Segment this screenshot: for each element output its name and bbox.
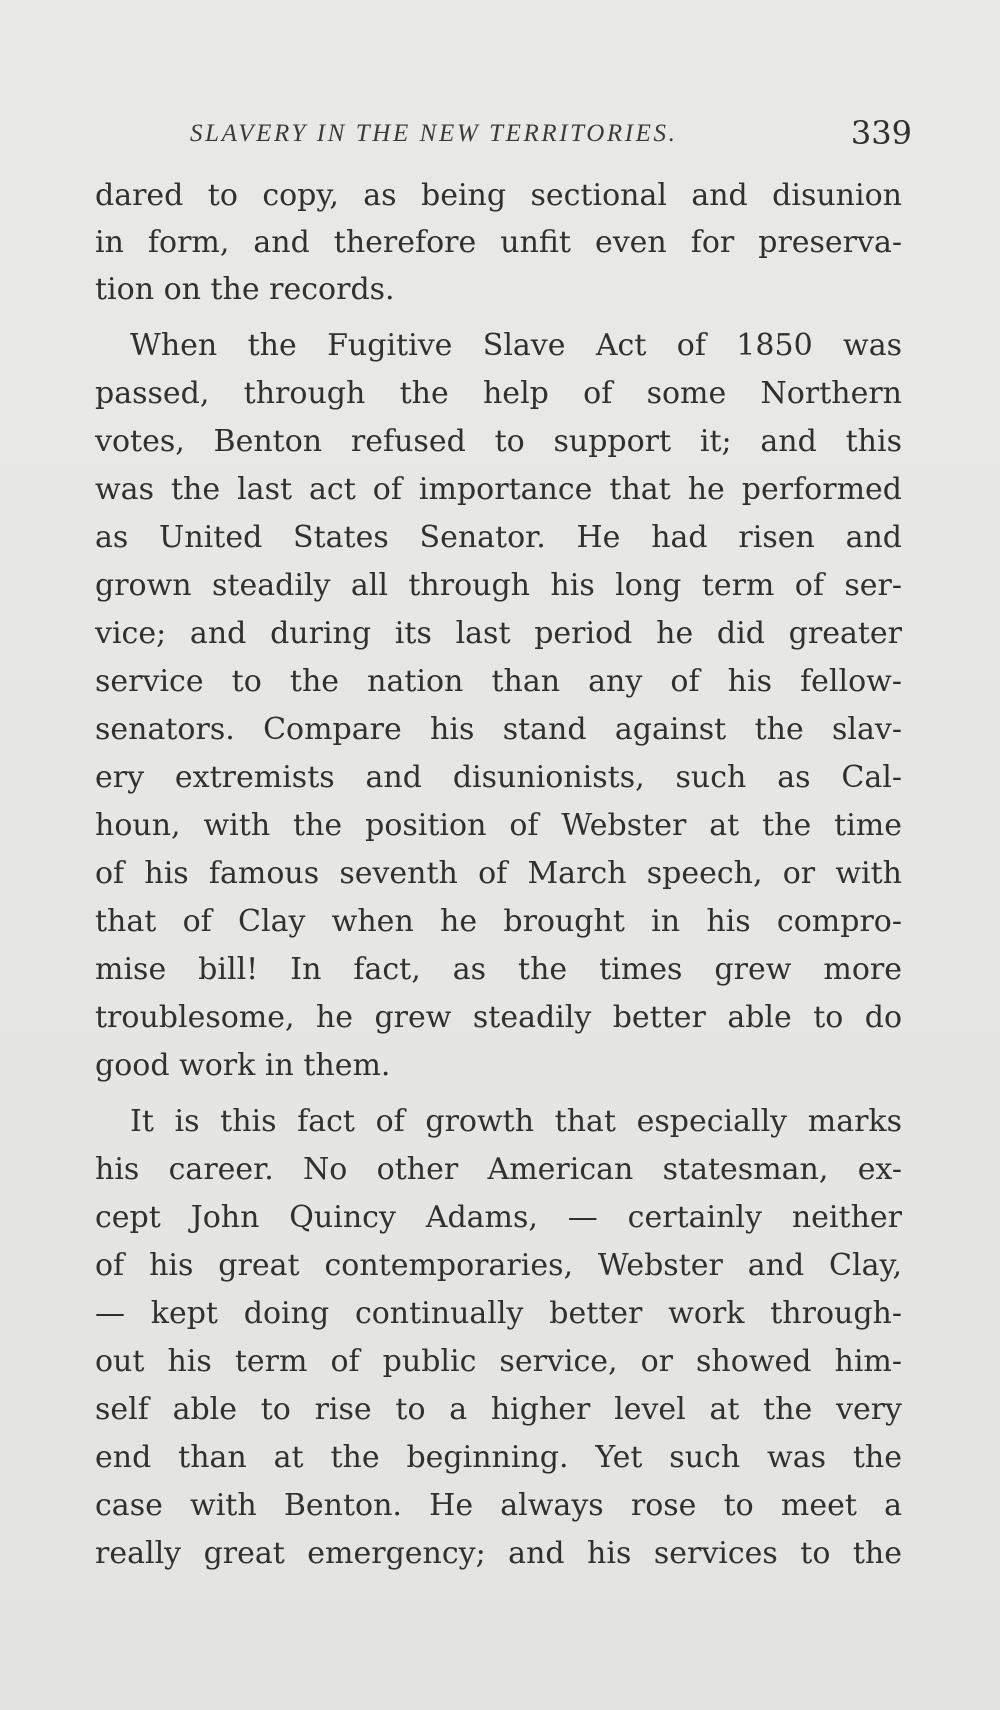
page-number: 339 <box>850 114 912 152</box>
text-line: grown steadily all through his long term of ser- <box>95 568 902 603</box>
text-line: self able to rise to a higher level at the very <box>95 1392 902 1427</box>
paragraph-first-line: It is this fact of growth that especially marks <box>130 1104 902 1139</box>
text-line: mise bill! In fact, as the times grew more <box>95 952 902 987</box>
text-line: as United States Senator. He had risen and <box>95 520 902 555</box>
text-line: tion on the records. <box>95 272 395 307</box>
text-line: of his great contemporaries, Webster and Clay, <box>95 1248 902 1283</box>
text-line: of his famous seventh of March speech, or with <box>95 856 902 891</box>
text-line: dared to copy, as being sectional and disunion <box>95 178 902 213</box>
text-line: his career. No other American statesman, ex- <box>95 1152 902 1187</box>
text-line: out his term of public service, or showed him- <box>95 1344 902 1379</box>
text-line: vice; and during its last period he did greater <box>95 616 902 651</box>
text-line: case with Benton. He always rose to meet a <box>95 1488 902 1523</box>
text-line: in form, and therefore unfit even for preserva- <box>95 225 902 260</box>
text-line: service to the nation than any of his fellow- <box>95 664 902 699</box>
text-line: that of Clay when he brought in his compro- <box>95 904 902 939</box>
running-header <box>190 114 912 170</box>
text-line: ery extremists and disunionists, such as Cal- <box>95 760 902 795</box>
paragraph-first-line: When the Fugitive Slave Act of 1850 was <box>130 328 902 363</box>
text-line: passed, through the help of some Northern <box>95 376 902 411</box>
text-line: was the last act of importance that he performed <box>95 472 902 507</box>
text-line: houn, with the position of Webster at the time <box>95 808 902 843</box>
text-line: troublesome, he grew steadily better able to do <box>95 1000 902 1035</box>
text-line: senators. Compare his stand against the slav- <box>95 712 902 747</box>
text-line: end than at the beginning. Yet such was the <box>95 1440 902 1475</box>
running-title: SLAVERY IN THE NEW TERRITORIES. <box>190 120 678 147</box>
text-line: cept John Quincy Adams, — certainly neither <box>95 1200 902 1235</box>
text-line: — kept doing continually better work through- <box>95 1296 902 1331</box>
text-line: really great emergency; and his services to the <box>95 1536 902 1571</box>
text-line: votes, Benton refused to support it; and this <box>95 424 902 459</box>
text-line: good work in them. <box>95 1048 391 1083</box>
